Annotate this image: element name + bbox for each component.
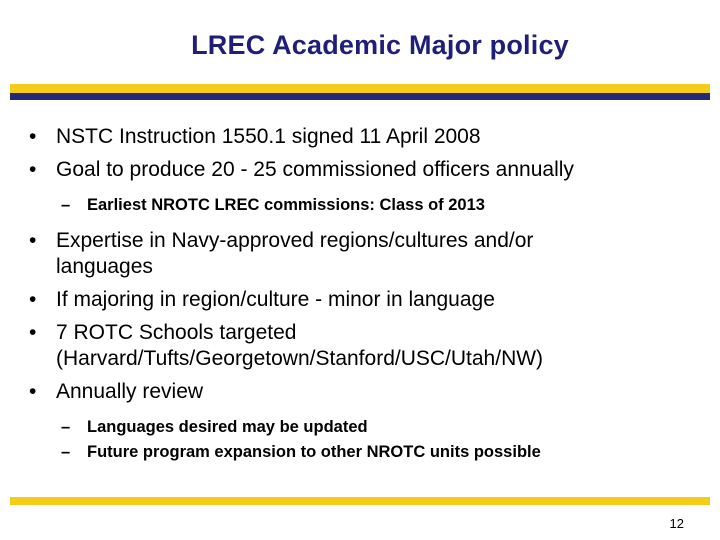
dash-glyph: – bbox=[61, 196, 71, 214]
bullet-text: Annually review bbox=[56, 380, 204, 403]
bullet-text-line: (Harvard/Tufts/Georgetown/Stanford/USC/Utah/NW) bbox=[56, 347, 544, 370]
sub-bullet-text: Future program expansion to other NROTC units possible bbox=[87, 443, 541, 461]
bullet-list bbox=[26, 124, 706, 466]
title-rule-blue bbox=[10, 93, 710, 100]
bullet-item bbox=[26, 228, 706, 280]
bullet-text-line: languages bbox=[56, 255, 153, 278]
bullet-text: If majoring in region/culture - minor in language bbox=[56, 288, 495, 311]
bullet-glyph: • bbox=[29, 125, 37, 148]
bullet-glyph: • bbox=[29, 288, 37, 311]
footer-rule-yellow bbox=[10, 497, 710, 505]
bullet-item bbox=[26, 124, 706, 150]
bullet-item bbox=[26, 287, 706, 313]
bullet-text-line: Expertise in Navy-approved regions/cultures and/or bbox=[56, 229, 534, 252]
slide-title: LREC Academic Major policy bbox=[191, 30, 569, 60]
sub-bullet-text: Earliest NROTC LREC commissions: Class of 2013 bbox=[87, 196, 485, 214]
sub-bullet-item bbox=[26, 194, 706, 216]
bullet-text: Goal to produce 20 - 25 commissioned officers annually bbox=[56, 158, 574, 181]
dash-glyph: – bbox=[61, 443, 71, 461]
bullet-glyph: • bbox=[29, 158, 37, 181]
bullet-item bbox=[26, 157, 706, 183]
sub-bullet-item bbox=[26, 441, 706, 463]
sub-bullet-item bbox=[26, 416, 706, 438]
bullet-glyph: • bbox=[29, 380, 37, 403]
bullet-item bbox=[26, 320, 706, 372]
page-number: 12 bbox=[669, 516, 684, 531]
bullet-text: NSTC Instruction 1550.1 signed 11 April 2008 bbox=[56, 125, 481, 148]
sub-bullet-text: Languages desired may be updated bbox=[87, 418, 368, 436]
bullet-item bbox=[26, 379, 706, 405]
bullet-glyph: • bbox=[29, 321, 37, 344]
bullet-glyph: • bbox=[29, 229, 37, 252]
title-rule-yellow bbox=[10, 84, 710, 93]
dash-glyph: – bbox=[61, 418, 71, 436]
bullet-text-line: 7 ROTC Schools targeted bbox=[56, 321, 297, 344]
